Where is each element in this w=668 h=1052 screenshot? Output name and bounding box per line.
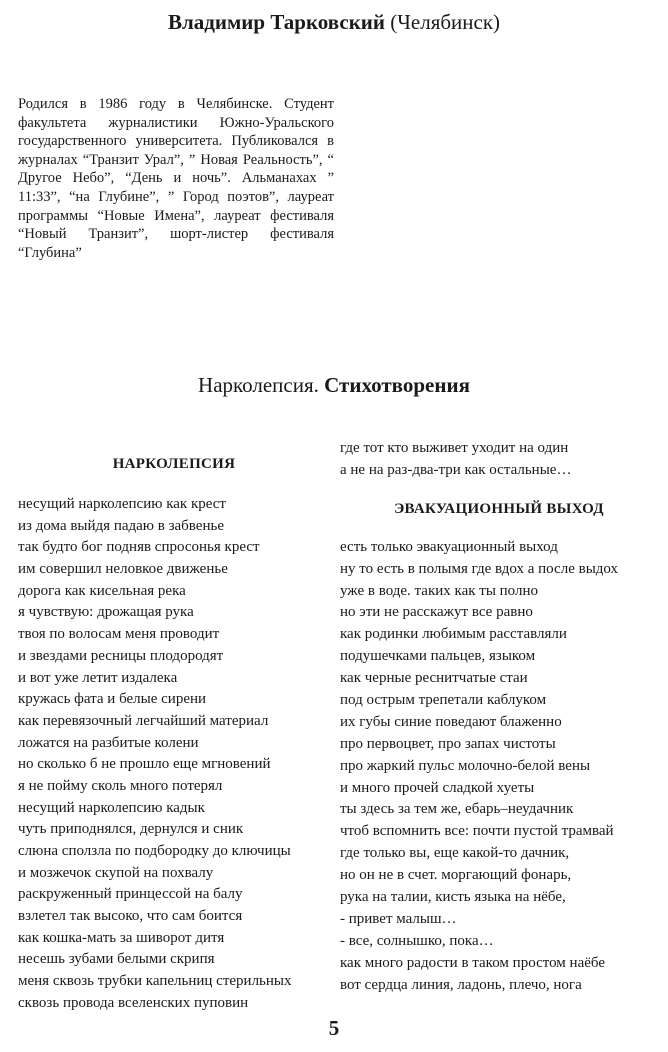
poem-line: из дома выйдя падаю в забвенье: [18, 517, 224, 534]
page-number: 5: [328, 1016, 340, 1040]
poem-line: - все, солнышко, пока…: [340, 932, 494, 949]
poem-line: и звездами ресницы плодородят: [18, 647, 224, 664]
left-column: [18, 450, 330, 1015]
poem-line: рука на талии, кисть языка на нёбе,: [340, 889, 566, 906]
poem-line: так будто бог подняв спросонья крест: [18, 539, 260, 556]
poem-line: как родинки любимым расставляли: [340, 626, 567, 643]
poem-line: взлетел так высоко, что сам боится: [18, 908, 243, 925]
poem-line: их губы синие поведают блаженно: [340, 713, 562, 730]
poem-title-narcolepsy: НАРКОЛЕПСИЯ: [112, 456, 236, 472]
poem-line: вот сердца линия, ладонь, плечо, нога: [340, 976, 582, 993]
section-title-regular: Нарколепсия.: [198, 373, 319, 397]
poem-line: - привет малыш…: [340, 910, 457, 927]
poem-line: и вот уже летит издалека: [18, 669, 178, 686]
author-bio: Родился в 1986 году в Челябинске. Студент факультета журналистики Южно-Уральского государственного университета. Публиковался в журналах “Транзит Урал”, ” Новая Реальность”, “ Другое Небо”, “День и ночь”. Альманахах ” 11:33”, “на Глубине”, ” Город поэтов”, лауреат программы “Новые Имена”, лауреат фестиваля “Новый Транзит”, шорт-листер фестиваля “Глубина”: [18, 96, 334, 261]
poem-evacuation-exit-lines: [340, 537, 658, 997]
poem-line: твоя по волосам меня проводит: [18, 626, 220, 643]
poem-line: кружась фата и белые сирени: [18, 691, 207, 708]
poem-narcolepsy-continued-lines: [340, 438, 658, 482]
poem-line: но эти не расскажут все равно: [340, 604, 533, 621]
poem-line: несущий нарколепсию как крест: [18, 496, 226, 512]
poem-line: дорога как кисельная река: [18, 582, 186, 599]
poem-line: а не на раз-два-три как остальные…: [340, 461, 572, 478]
poem-line: ну то есть в полымя где вдох а после выдох: [340, 560, 619, 577]
poem-line: но сколько б не прошло еще мгновений: [18, 756, 271, 773]
section-title: [0, 371, 668, 399]
author-header: [0, 8, 668, 36]
poem-narcolepsy-lines: [18, 494, 330, 1015]
poem-line: я не пойму сколь много потерял: [18, 777, 223, 794]
poem-line: где только вы, еще какой-то дачник,: [340, 845, 570, 862]
poem-line: ты здесь за тем же, ебарь–неудачник: [340, 801, 574, 818]
poem-line: про первоцвет, про запах чистоты: [340, 735, 556, 752]
poem-line: слюна сползла по подбородку до ключицы: [18, 843, 291, 859]
poem-line: чтоб вспомнить все: почти пустой трамвай: [340, 823, 614, 840]
right-column: [340, 438, 658, 996]
poem-line: как кошка-мать за шиворот дитя: [18, 929, 225, 946]
poem-line: уже в воде. таких как ты полно: [340, 582, 538, 599]
poem-line: несущий нарколепсию кадык: [18, 799, 205, 816]
poem-line: я чувствую: дрожащая рука: [18, 604, 194, 621]
section-title-bold: Стихотворения: [324, 373, 470, 397]
poem-line: ложатся на разбитые колени: [18, 734, 199, 751]
poem-line: чуть приподнялся, дернулся и сник: [18, 821, 244, 838]
poem-line: как перевязочный легчайший материал: [18, 712, 269, 729]
poem-line: где тот кто выживет уходит на один: [340, 440, 569, 456]
poem-line: под острым трепетали каблуком: [340, 692, 547, 709]
poem-line: как много радости в таком простом наёбе: [340, 954, 605, 971]
poem-line: и много прочей сладкой хуеты: [340, 779, 535, 796]
poem-line: подушечками пальцев, языком: [340, 648, 536, 665]
poem-line: про жаркий пульс молочно-белой вены: [340, 757, 591, 774]
author-city: (Челябинск): [390, 10, 501, 34]
poem-line: сквозь провода вселенских пуповин: [18, 994, 249, 1011]
poem-title-evacuation-exit: ЭВАКУАЦИОННЫЙ ВЫХОД: [394, 500, 604, 517]
poem-line: меня сквозь трубки капельниц стерильных: [18, 973, 292, 990]
poem-line: как черные реснитчатые стаи: [340, 670, 528, 687]
poem-line: раскруженный принцессой на балу: [18, 886, 243, 903]
poem-line: но он не в счет. моргающий фонарь,: [340, 867, 572, 884]
poem-line: несешь зубами белыми скрипя: [18, 951, 215, 968]
author-name: Владимир Тарковский: [167, 10, 385, 34]
poem-line: им совершил неловкое движенье: [18, 561, 228, 578]
poem-line: есть только эвакуационный выход: [340, 538, 558, 555]
poem-line: и мозжечок скупой на похвалу: [18, 864, 214, 881]
